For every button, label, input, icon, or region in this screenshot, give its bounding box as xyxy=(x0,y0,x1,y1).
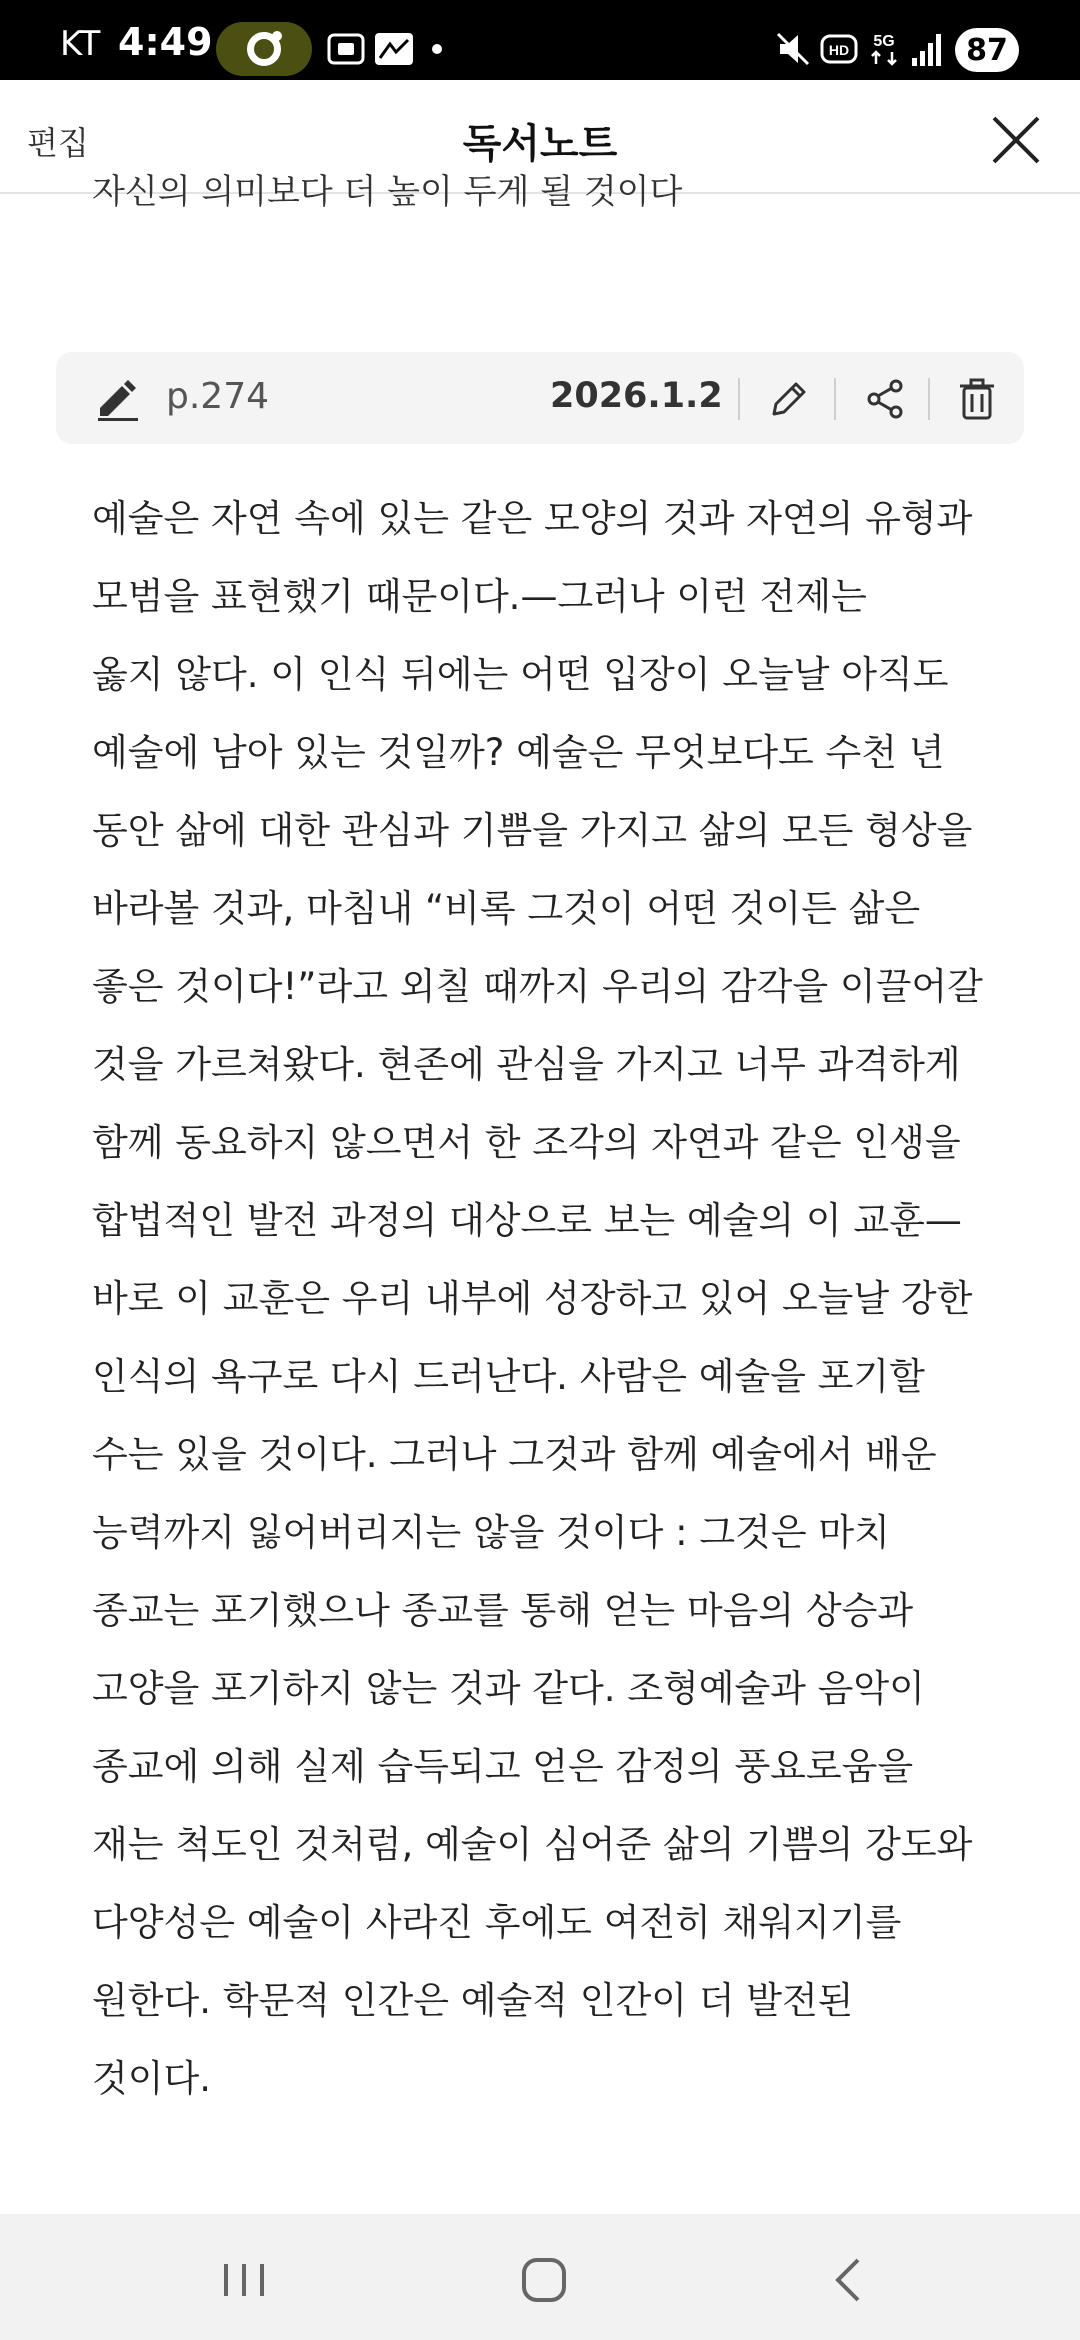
close-icon[interactable] xyxy=(990,114,1042,166)
note-text-line: 바로 이 교훈은 우리 내부에 성장하고 있어 오늘날 강한 xyxy=(92,1277,973,1320)
page-title: 독서노트 xyxy=(462,121,618,167)
trash-icon[interactable] xyxy=(954,376,1000,422)
hd-icon xyxy=(820,30,858,68)
note-text-line: 좋은 것이다!”라고 외칠 때까지 우리의 감각을 이끌어갈 xyxy=(92,965,983,1008)
note-text-line: 다양성은 예술이 사라진 후에도 여전히 채워지기를 xyxy=(92,1901,902,1944)
note-text-line: 인식의 욕구로 다시 드러난다. 사람은 예술을 포기할 xyxy=(92,1355,925,1398)
screenshot-icon xyxy=(326,30,366,68)
highlighter-icon xyxy=(94,374,142,422)
note-body-text xyxy=(92,480,992,2118)
note-text-line: 동안 삶에 대한 관심과 기쁨을 가지고 삶의 모든 형상을 xyxy=(92,809,973,852)
carrier-label: KT xyxy=(60,24,101,64)
svg-text:HD: HD xyxy=(828,42,850,58)
system-nav-bar xyxy=(0,2214,1080,2340)
note-content-scroll[interactable] xyxy=(0,172,1080,2214)
recent-apps-icon[interactable] xyxy=(214,2254,274,2306)
note-text-line: 수는 있을 것이다. 그러나 그것과 함께 예술에서 배운 xyxy=(92,1433,937,1476)
notification-dot xyxy=(432,44,442,54)
note-text-line: 것이다. xyxy=(92,2057,211,2100)
svg-text:5G: 5G xyxy=(873,33,895,50)
back-icon[interactable] xyxy=(820,2254,880,2306)
clock: 4:49 xyxy=(118,20,213,64)
battery-indicator: 87 xyxy=(955,28,1019,72)
note-text-line: 종교에 의해 실제 습득되고 얻은 감정의 풍요로움을 xyxy=(92,1745,914,1788)
note-text-line: 능력까지 잃어버리지는 않을 것이다 : 그것은 마치 xyxy=(92,1511,890,1554)
divider xyxy=(928,378,930,420)
note-text-line: 바라볼 것과, 마침내 “비록 그것이 어떤 것이든 삶은 xyxy=(92,887,921,930)
media-pill-icon[interactable] xyxy=(216,22,312,76)
cast-icon xyxy=(372,30,416,68)
note-text-line: 예술은 자연 속에 있는 같은 모양의 것과 자연의 유형과 xyxy=(92,497,973,540)
note-header-bar xyxy=(56,352,1024,444)
note-text-line: 원한다. 학문적 인간은 예술적 인간이 더 발전된 xyxy=(92,1979,854,2022)
edit-button[interactable]: 편집 xyxy=(27,124,89,162)
note-text-line: 함께 동요하지 않으면서 한 조각의 자연과 같은 인생을 xyxy=(92,1121,961,1164)
note-text-line: 재는 척도인 것처럼, 예술이 심어준 삶의 기쁨의 강도와 xyxy=(92,1823,973,1866)
note-date: 2026.1.2 xyxy=(550,376,723,416)
pencil-edit-icon[interactable] xyxy=(766,376,812,422)
note-text-line: 고양을 포기하지 않는 것과 같다. 조형예술과 음악이 xyxy=(92,1667,925,1710)
note-text-line: 합법적인 발전 과정의 대상으로 보는 예술의 이 교훈— xyxy=(92,1199,962,1242)
signal-icon xyxy=(910,30,946,68)
page-number: p.274 xyxy=(166,376,270,417)
share-icon[interactable] xyxy=(862,376,908,422)
note-text-line: 종교는 포기했으나 종교를 통해 얻는 마음의 상승과 xyxy=(92,1589,914,1632)
home-icon[interactable] xyxy=(514,2254,574,2306)
note-text-line: 것을 가르쳐왔다. 현존에 관심을 가지고 너무 과격하게 xyxy=(92,1043,961,1086)
divider xyxy=(738,378,740,420)
5g-icon xyxy=(868,28,902,68)
note-text-line: 모범을 표현했기 때문이다.—그러나 이런 전제는 xyxy=(92,575,867,618)
divider xyxy=(834,378,836,420)
mute-icon xyxy=(776,30,812,68)
status-bar xyxy=(0,0,1080,80)
note-text-line: 옳지 않다. 이 인식 뒤에는 어떤 입장이 오늘날 아직도 xyxy=(92,653,949,696)
note-text-line: 예술에 남아 있는 것일까? 예술은 무엇보다도 수천 년 xyxy=(92,731,945,774)
previous-note-text: 자신의 의미보다 더 높이 두게 될 것이다 xyxy=(92,172,683,212)
